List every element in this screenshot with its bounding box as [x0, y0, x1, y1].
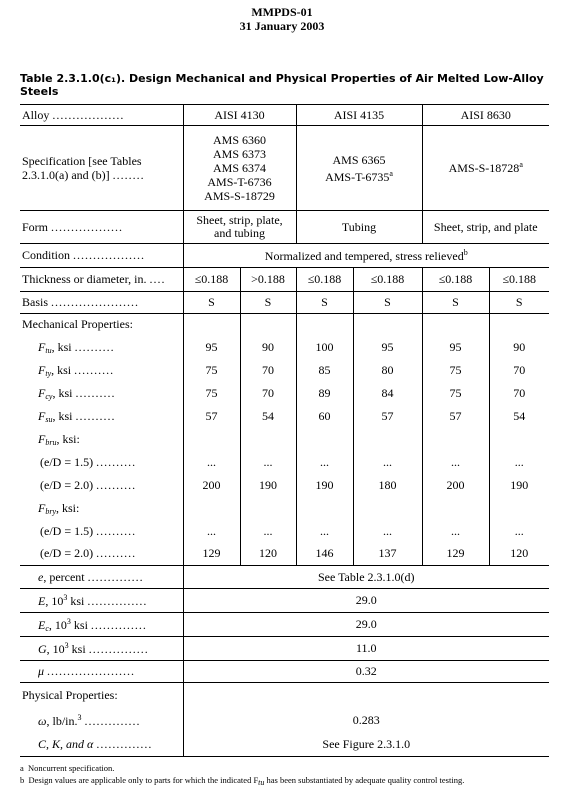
fbru-ed20-cell: 200	[422, 474, 489, 497]
basis-row: Basis ...................... S S S S S S	[20, 292, 549, 314]
document-date: 31 January 2003	[239, 19, 325, 33]
properties-table	[20, 104, 549, 757]
spec-col-4135: AMS 6365 AMS-T-6735$^a$	[296, 126, 422, 211]
table-title: Table 2.3.1.0(c₁). Design Mechanical and Physical Properties of Air Melted Low-Alloy Steels	[20, 72, 544, 98]
ftu-cell: 100	[296, 336, 353, 359]
thickness-cell: ≤0.188	[422, 268, 489, 292]
thickness-cell: ≤0.188	[183, 268, 240, 292]
modulus-ec-value: 29.0	[183, 613, 549, 637]
fty-cell: 75	[422, 359, 489, 382]
form-col-8630: Sheet, strip, and plate	[422, 211, 549, 244]
fcy-row: $F_{cy}$, ksi .......... 75 70 89 84 75 70	[20, 382, 549, 405]
fbry-ed20-row: (e/D = 2.0) .......... 129 120 146 137 129 120	[20, 543, 549, 566]
fbru-ed15-cell: ...	[489, 451, 549, 474]
specification-label-line2: 2.3.1.0(a) and (b)]	[22, 168, 110, 182]
footnote-a-ref: a	[519, 160, 523, 169]
ftu-cell: 95	[183, 336, 240, 359]
modulus-g-value: 11.0	[183, 637, 549, 661]
modulus-ec-row: $E_c$, $10^3$ ksi .............. 29.0	[20, 613, 549, 637]
fsu-cell: 57	[353, 405, 422, 428]
fty-row: $F_{ty}$, ksi .......... 75 70 85 80 75 70	[20, 359, 549, 382]
fbry-ed15-row: (e/D = 1.5) .......... ... ... ... ... ... ...	[20, 520, 549, 543]
fbru-ed20-cell: 190	[296, 474, 353, 497]
fbry-ed20-cell: 129	[422, 543, 489, 566]
footnote-a-ref: a	[389, 168, 393, 178]
fcy-cell: 70	[240, 382, 296, 405]
footnote-b: b Design values are applicable only to parts for which the indicated Ftu has been substantiated by adequate quality control testing.	[20, 775, 465, 787]
ftu-cell: 95	[353, 336, 422, 359]
specification-label-line1: Specification [see Tables	[22, 154, 142, 168]
fbru-ed20-cell: 200	[183, 474, 240, 497]
fsu-cell: 57	[422, 405, 489, 428]
elongation-value: See Table 2.3.1.0(d)	[183, 566, 549, 589]
fbru-ed15-cell: ...	[296, 451, 353, 474]
modulus-e-value: 29.0	[183, 589, 549, 613]
ftu-cell: 95	[422, 336, 489, 359]
fbru-ed20-cell: 190	[240, 474, 296, 497]
document-id: MMPDS-01	[251, 5, 313, 19]
fbru-ed20-cell: 190	[489, 474, 549, 497]
fbru-ed15-row: (e/D = 1.5) .......... ... ... ... ... ... ...	[20, 451, 549, 474]
fsu-cell: 54	[240, 405, 296, 428]
fcy-cell: 75	[422, 382, 489, 405]
fcy-cell: 89	[296, 382, 353, 405]
fbry-ed20-cell: 146	[296, 543, 353, 566]
ftu-row: $F_{tu}$, ksi .......... 95 90 100 95 95 90	[20, 336, 549, 359]
fbry-ed20-cell: 120	[489, 543, 549, 566]
fbry-ed20-cell: 129	[183, 543, 240, 566]
physical-properties-heading-row	[20, 683, 549, 709]
form-col-4130: Sheet, strip, plate, and tubing	[183, 211, 296, 244]
density-row: ω, lb/in.$^3$ .............. 0.283	[20, 709, 549, 733]
alloy-aisi-8630: AISI 8630	[422, 105, 549, 126]
fbru-ed20-cell: 180	[353, 474, 422, 497]
condition-row: Condition .................. Normalized and tempered, stress relieved$^b$	[20, 244, 549, 268]
fbry-ed20-cell: 120	[240, 543, 296, 566]
fbry-ed15-cell: ...	[353, 520, 422, 543]
form-row: Form .................. Sheet, strip, plate, and tubing Tubing Sheet, strip, and plate	[20, 211, 549, 244]
fcy-cell: 75	[183, 382, 240, 405]
fbry-ed15-cell: ...	[296, 520, 353, 543]
basis-cell: S	[296, 292, 353, 314]
form-col-4135: Tubing	[296, 211, 422, 244]
alloy-aisi-4135: AISI 4135	[296, 105, 422, 126]
thermal-properties-value: See Figure 2.3.1.0	[183, 733, 549, 757]
fbru-ed15-cell: ...	[353, 451, 422, 474]
modulus-g-row: G, $10^3$ ksi ............... 11.0	[20, 637, 549, 661]
fbru-ed15-cell: ...	[240, 451, 296, 474]
thickness-cell: >0.188	[240, 268, 296, 292]
form-label: Form	[22, 219, 49, 234]
basis-cell: S	[183, 292, 240, 314]
mechanical-properties-heading-row	[20, 314, 549, 336]
fsu-row: $F_{su}$, ksi .......... 57 54 60 57 57 54	[20, 405, 549, 428]
fbru-heading-row: $F_{bru}$, ksi:	[20, 428, 549, 451]
ftu-cell: 90	[489, 336, 549, 359]
ftu-cell: 90	[240, 336, 296, 359]
fbry-ed20-cell: 137	[353, 543, 422, 566]
fbry-heading-row: $F_{bry}$, ksi:	[20, 497, 549, 520]
modulus-e-row: E, $10^3$ ksi ............... 29.0	[20, 589, 549, 613]
poisson-ratio-value: 0.32	[183, 661, 549, 683]
alloy-label: Alloy	[22, 107, 50, 122]
footnote-b-ref: b	[463, 247, 468, 257]
fbru-ed15-cell: ...	[183, 451, 240, 474]
thickness-cell: ≤0.188	[489, 268, 549, 292]
spec-col-8630: AMS-S-18728$^a$	[422, 126, 549, 211]
footnote-a: a Noncurrent specification.	[20, 763, 115, 773]
alloy-row: Alloy .................. AISI 4130 AISI 4135 AISI 8630	[20, 105, 549, 126]
fty-cell: 80	[353, 359, 422, 382]
elongation-row: e, percent .............. See Table 2.3.1.0(d)	[20, 566, 549, 589]
condition-value: Normalized and tempered, stress relieved$^b$	[183, 244, 549, 268]
basis-cell: S	[240, 292, 296, 314]
fsu-cell: 57	[183, 405, 240, 428]
condition-label: Condition	[22, 248, 71, 262]
density-value: 0.283	[183, 709, 549, 733]
thermal-properties-row: C, K, and α .............. See Figure 2.3.1.0	[20, 733, 549, 757]
fcy-cell: 84	[353, 382, 422, 405]
thickness-row: Thickness or diameter, in. .... ≤0.188 >0.188 ≤0.188 ≤0.188 ≤0.188 ≤0.188	[20, 268, 549, 292]
spec-col-4130: AMS 6360 AMS 6373 AMS 6374 AMS-T-6736 AMS-S-18729	[183, 126, 296, 211]
fty-cell: 85	[296, 359, 353, 382]
fbru-ed20-row: (e/D = 2.0) .......... 200 190 190 180 200 190	[20, 474, 549, 497]
fty-cell: 70	[240, 359, 296, 382]
basis-cell: S	[422, 292, 489, 314]
fbry-ed15-cell: ...	[183, 520, 240, 543]
fsu-cell: 54	[489, 405, 549, 428]
fcy-cell: 70	[489, 382, 549, 405]
thickness-label: Thickness or diameter, in.	[22, 272, 147, 286]
alloy-aisi-4130: AISI 4130	[183, 105, 296, 126]
physical-properties-heading: Physical Properties:	[22, 688, 118, 703]
fbru-ed15-cell: ...	[422, 451, 489, 474]
fbry-ed15-cell: ...	[489, 520, 549, 543]
mechanical-properties-heading: Mechanical Properties:	[22, 317, 133, 332]
fsu-cell: 60	[296, 405, 353, 428]
basis-cell: S	[489, 292, 549, 314]
fbry-ed15-cell: ...	[422, 520, 489, 543]
specification-row: Specification [see Tables 2.3.1.0(a) and (b)] ........ AMS 6360 AMS 6373 AMS 6374 AMS-T-6736 AMS-S-18729 AMS 6365 AMS-T-6735$^a$ AMS-S-18728$^a$	[20, 126, 549, 211]
poisson-ratio-row: μ ...................... 0.32	[20, 661, 549, 683]
fty-cell: 70	[489, 359, 549, 382]
basis-cell: S	[353, 292, 422, 314]
thickness-cell: ≤0.188	[353, 268, 422, 292]
thickness-cell: ≤0.188	[296, 268, 353, 292]
fbry-ed15-cell: ...	[240, 520, 296, 543]
fty-cell: 75	[183, 359, 240, 382]
basis-label: Basis	[22, 295, 49, 309]
